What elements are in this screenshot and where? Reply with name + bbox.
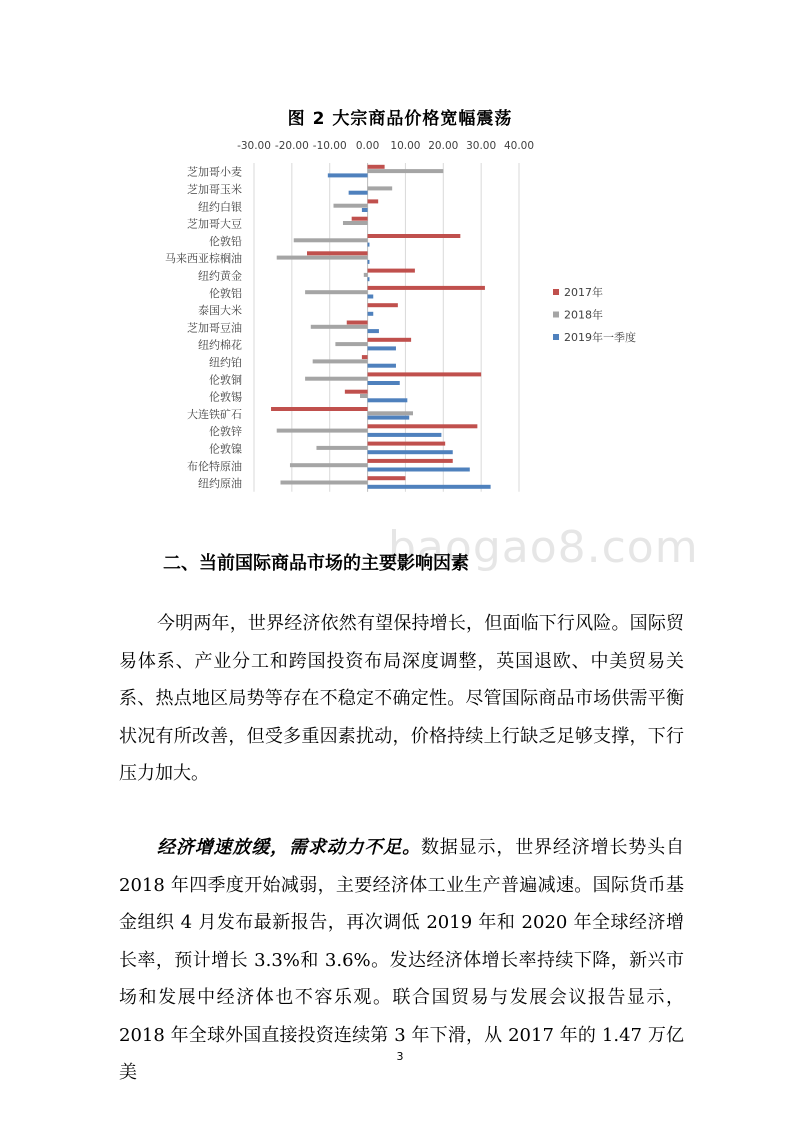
category-label: 伦敦铅 <box>209 234 242 248</box>
bar-2019年一季度 <box>368 450 453 454</box>
paragraph-2-body: 数据显示，世界经济增长势头自 2018 年四季度开始减弱，主要经济体工业生产普遍减速。国际货币基金组织 4 月发布最新报告，再次调低 2019 年和 2020 年全球经济增长率，预计增长 3.3%和 3.6%。发达经济体增长率持续下降，新兴市场和发展中经济体也不容乐观。联合国贸易与发展会议报告显示，2018 年全球外国直接投资连续第 3 年下滑，从 2017 年的 1.47 万亿美 <box>119 837 685 1083</box>
bar-2019年一季度 <box>368 295 374 299</box>
bar-2018年 <box>368 169 444 173</box>
category-label: 芝加哥豆油 <box>187 321 242 335</box>
bar-2017年 <box>368 442 446 446</box>
x-tick-label: 30.00 <box>466 140 497 152</box>
bar-2017年 <box>368 199 379 203</box>
legend-swatch <box>553 289 559 295</box>
x-tick-label: 0.00 <box>355 140 380 152</box>
bar-2018年 <box>334 204 368 208</box>
bar-2018年 <box>316 446 367 450</box>
legend-swatch <box>553 312 559 318</box>
bar-2018年 <box>360 394 368 398</box>
bar-2018年 <box>368 186 393 190</box>
x-tick-label: -20.00 <box>274 140 309 152</box>
bar-2018年 <box>305 290 367 294</box>
figure-title: 图 2 大宗商品价格宽幅震荡 <box>287 109 513 129</box>
bar-2019年一季度 <box>368 277 370 281</box>
legend-label: 2018年 <box>564 308 603 322</box>
bar-2017年 <box>368 338 412 342</box>
chart-legend <box>553 285 636 344</box>
bar-2018年 <box>335 342 367 346</box>
bar-2018年 <box>343 221 368 225</box>
bar-2018年 <box>277 256 368 260</box>
bar-2019年一季度 <box>368 381 400 385</box>
page-number: 3 <box>396 1050 404 1063</box>
bar-2019年一季度 <box>368 312 374 316</box>
bar-2019年一季度 <box>368 346 396 350</box>
bar-2018年 <box>313 359 368 363</box>
bar-2019年一季度 <box>368 398 408 402</box>
x-tick-label: 20.00 <box>428 140 459 152</box>
bar-2018年 <box>311 325 368 329</box>
category-label: 纽约白银 <box>198 200 242 214</box>
bar-2017年 <box>352 217 368 221</box>
paragraph-2-lead: 经济增速放缓，需求动力不足。 <box>157 837 421 858</box>
chart-category-labels <box>165 165 242 490</box>
bar-2017年 <box>362 355 368 359</box>
x-tick-label: -30.00 <box>237 140 271 152</box>
bar-2017年 <box>368 269 415 273</box>
x-tick-label: -10.00 <box>312 140 347 152</box>
chart-x-ticks <box>237 140 534 152</box>
paragraph-1: 今明两年，世界经济依然有望保持增长，但面临下行风险。国际贸易体系、产业分工和跨国投资布局深度调整，英国退欧、中美贸易关系、热点地区局势等存在不稳定不确定性。尽管国际商品市场供需平衡状况有所改善，但受多重因素扰动，价格持续上行缺乏足够支撑，下行压力加大。 <box>119 613 684 784</box>
bar-2019年一季度 <box>349 191 368 195</box>
category-label: 布伦特原油 <box>187 459 242 473</box>
bar-2019年一季度 <box>368 433 442 437</box>
bar-2019年一季度 <box>368 468 470 472</box>
bar-2019年一季度 <box>368 416 410 420</box>
category-label: 纽约铂 <box>209 355 242 369</box>
bar-2018年 <box>281 481 368 485</box>
bar-2019年一季度 <box>368 329 379 333</box>
bar-2017年 <box>368 459 453 463</box>
bar-2018年 <box>294 238 368 242</box>
category-label: 泰国大米 <box>198 304 242 318</box>
bar-2019年一季度 <box>368 243 370 247</box>
bar-2017年 <box>347 321 368 325</box>
bar-2018年 <box>290 463 368 467</box>
bar-2017年 <box>368 372 482 376</box>
bar-2018年 <box>277 429 368 433</box>
bar-2017年 <box>368 476 406 480</box>
bar-2017年 <box>368 286 485 290</box>
bar-2019年一季度 <box>328 173 368 177</box>
bar-chart <box>0 0 800 510</box>
bar-2019年一季度 <box>368 485 491 489</box>
category-label: 伦敦铝 <box>209 286 242 300</box>
bar-2017年 <box>271 407 368 411</box>
x-tick-label: 10.00 <box>390 140 421 152</box>
bar-2019年一季度 <box>368 260 370 264</box>
category-label: 芝加哥小麦 <box>187 165 242 179</box>
category-label: 大连铁矿石 <box>187 407 242 421</box>
legend-label: 2019年一季度 <box>564 331 636 344</box>
category-label: 纽约原油 <box>198 477 242 491</box>
category-label: 伦敦锌 <box>209 425 242 439</box>
bar-2017年 <box>368 165 385 169</box>
bar-2017年 <box>368 424 478 428</box>
bar-2017年 <box>368 303 398 307</box>
bar-2018年 <box>305 377 367 381</box>
legend-label: 2017年 <box>564 286 603 299</box>
bar-2017年 <box>345 390 368 394</box>
category-label: 纽约棉花 <box>198 338 242 352</box>
category-label: 伦敦铜 <box>209 373 242 387</box>
category-label: 芝加哥大豆 <box>187 217 242 231</box>
category-label: 伦敦锡 <box>209 390 242 404</box>
legend-swatch <box>553 334 559 340</box>
section-heading: 二、当前国际商品市场的主要影响因素 <box>163 553 469 574</box>
x-tick-label: 40.00 <box>503 140 535 152</box>
bar-2018年 <box>368 411 413 415</box>
bar-2019年一季度 <box>362 208 368 212</box>
bar-2017年 <box>307 251 368 255</box>
category-label: 芝加哥玉米 <box>187 182 242 196</box>
watermark: baogao8.com <box>388 522 699 573</box>
category-label: 纽约黄金 <box>198 269 242 283</box>
bar-2017年 <box>368 234 461 238</box>
category-label: 伦敦镍 <box>209 442 242 456</box>
bar-2018年 <box>364 273 368 277</box>
chart-bars <box>271 165 491 489</box>
bar-2019年一季度 <box>368 364 396 368</box>
category-label: 马来西亚棕榈油 <box>165 252 242 266</box>
